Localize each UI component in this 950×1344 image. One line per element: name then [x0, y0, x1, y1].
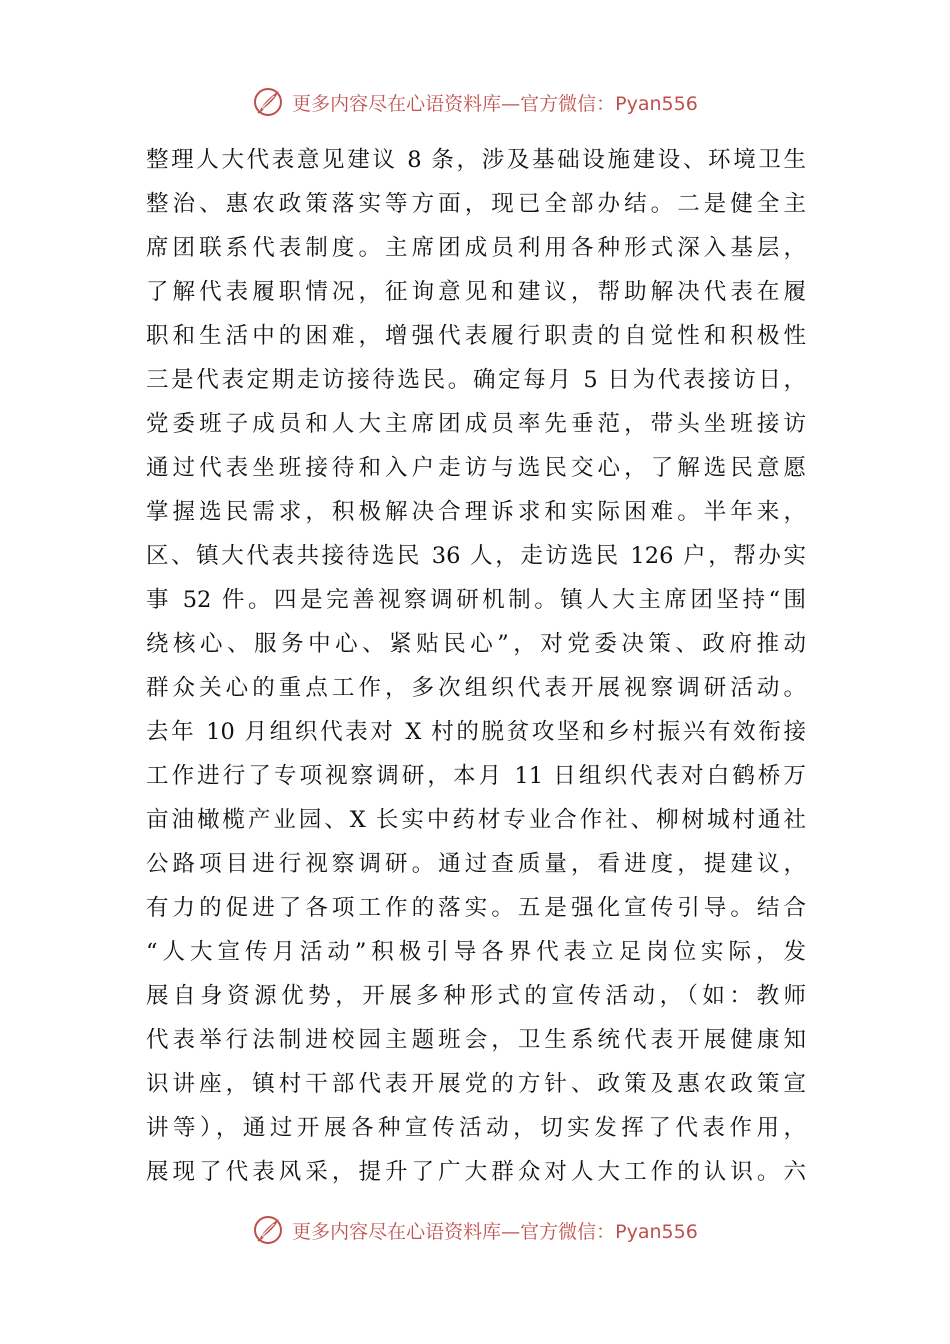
text-line: 整理人大代表意见建议 8 条，涉及基础设施建设、环境卫生: [146, 147, 806, 173]
text-line: 去年 10 月组织代表对 X 村的脱贫攻坚和乡村振兴有效衔接: [146, 719, 806, 745]
text-line: “人大宣传月活动”积极引导各界代表立足岗位实际，发: [146, 939, 806, 965]
text-line: 有力的促进了各项工作的落实。五是强化宣传引导。结合: [146, 895, 806, 921]
footer-watermark-banner: [0, 1210, 950, 1250]
text-line: 三是代表定期走访接待选民。确定每月 5 日为代表接访日，: [146, 367, 806, 393]
text-line: 区、镇大代表共接待选民 36 人，走访选民 126 户，帮办实: [146, 543, 806, 569]
text-line: 了解代表履职情况，征询意见和建议，帮助解决代表在履: [146, 279, 806, 305]
text-line: 识讲座，镇村干部代表开展党的方针、政策及惠农政策宣: [146, 1071, 806, 1097]
text-line: 掌握选民需求，积极解决合理诉求和实际困难。半年来，: [146, 499, 806, 525]
text-line: 群众关心的重点工作，多次组织代表开展视察调研活动。: [146, 675, 806, 701]
text-line: 代表举行法制进校园主题班会，卫生系统代表开展健康知: [146, 1027, 806, 1053]
text-line: 亩油橄榄产业园、X 长实中药材专业合作社、柳树城村通社: [146, 807, 806, 833]
banner-account: Pyan556: [615, 92, 698, 115]
text-line: 职和生活中的困难，增强代表履行职责的自觉性和积极性: [146, 323, 806, 349]
quill-pen-logo-icon: [252, 1213, 286, 1247]
banner-account: Pyan556: [615, 1220, 698, 1243]
text-line: 党委班子成员和人大主席团成员率先垂范，带头坐班接访: [146, 411, 806, 437]
quill-pen-logo-icon: [252, 85, 286, 119]
text-line: 展现了代表风采，提升了广大群众对人大工作的认识。六: [146, 1159, 806, 1185]
text-line: 整治、惠农政策落实等方面，现已全部办结。二是健全主: [146, 191, 806, 217]
text-line: 讲等），通过开展各种宣传活动，切实发挥了代表作用，: [146, 1115, 806, 1141]
text-line: 工作进行了专项视察调研，本月 11 日组织代表对白鹤桥万: [146, 763, 806, 789]
text-line: 通过代表坐班接待和入户走访与选民交心，了解选民意愿: [146, 455, 806, 481]
banner-label: 更多内容尽在心语资料库—官方微信：: [292, 1220, 616, 1243]
banner-text: [292, 1217, 698, 1244]
text-line: 展自身资源优势，开展多种形式的宣传活动，（如：教师: [146, 983, 806, 1009]
text-line: 事 52 件。四是完善视察调研机制。镇人大主席团坚持“围: [146, 587, 806, 613]
header-watermark-banner: [0, 82, 950, 122]
text-line: 绕核心、服务中心、紧贴民心”，对党委决策、政府推动: [146, 631, 806, 657]
text-line: 公路项目进行视察调研。通过查质量，看进度，提建议，: [146, 851, 806, 877]
banner-label: 更多内容尽在心语资料库—官方微信：: [292, 92, 616, 115]
banner-text: [292, 89, 698, 116]
text-line: 席团联系代表制度。主席团成员利用各种形式深入基层，: [146, 235, 806, 261]
